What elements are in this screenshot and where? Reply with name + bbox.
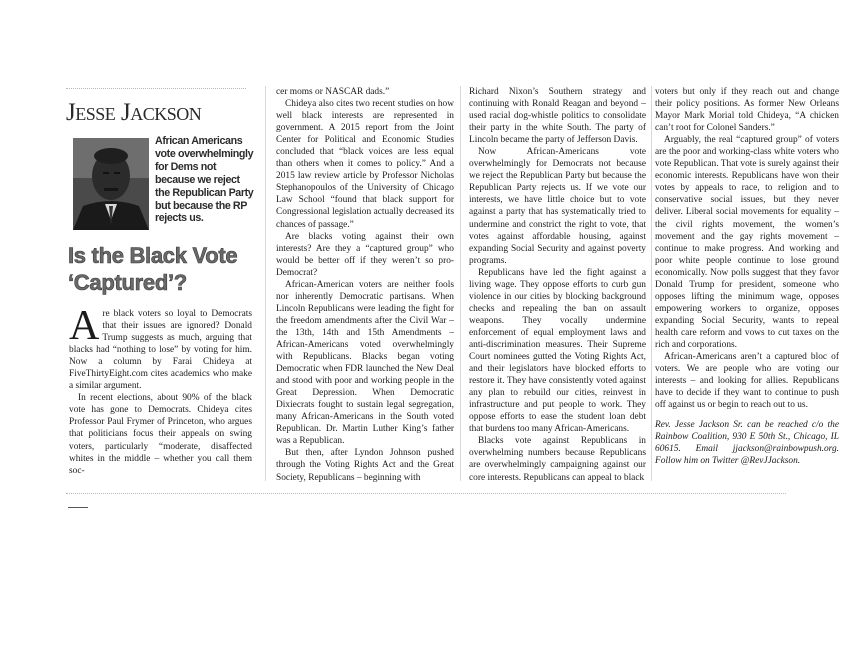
paragraph-text: re black voters so loyal to Democrats that their issues are ignored? Donald Trump suggests as much, arguing that blacks had “nothing to lose” by voting for him. Now a column by Farai Chideya at FiveThirtyEight.com cites academics who make a similar argument. <box>69 309 252 392</box>
paragraph: Are blacks voting against their own interests? Are they a “captured group” who would be better off if they weren’t so pro-Democrat? <box>276 231 454 278</box>
paragraph: Arguably, the real “captured group” of voters are the poor and working-class white voters who vote Republican. That vote is surely against their economic interests. Republicans have won their votes by appeals to race, to religion and to conservative social issues, but they never deliver. Liberal social movements for equality – the civil rights movement, the women’s movement and the gay rights movement – continue to make progress. And working and poor white people continue to lose ground economically. Now polls suggest that they favor Donald Trump for president, someone who opposes lifting the minimum wage, opposes empowering workers to organize, opposes expanding Social Security, wants to repeal health care reform and vows to cut taxes on the rich and corporations. <box>655 135 839 350</box>
pull-quote: African Americans vote overwhelmingly for Dems not because we reject the Republican Party but because the RP rejects us. <box>155 135 254 225</box>
paragraph: African-American voters are neither fools nor inherently Democratic partisans. When Lincoln Republicans were leading the fight for the freedom amendments after the Civil War – the 13th, 14th and 15th Amendments – African-Americans voted overwhelmingly with Republicans. Blacks began voting Democratic when FDR launched the New Deal and stood with poor and working people in the Great Depression. When Democratic Dixiecrats fought to sustain legal segregation, many African-Americans in the South voted Republican. Dr. Martin Luther King’s father was a Republican. <box>276 279 454 447</box>
author-portrait-image <box>73 138 149 230</box>
paragraph: But then, after Lyndon Johnson pushed through the Voting Rights Act and the Great Society, Republicans – beginning with <box>276 448 454 483</box>
column-rule <box>651 86 652 481</box>
paragraph <box>69 303 252 392</box>
column-rule <box>460 86 461 481</box>
paragraph: Chideya also cites two recent studies on how well black interests are represented in government. A 2015 report from the Joint Center for Political and Economic Studies concluded that “black voices are less equal than others when it comes to policy.” And a 2015 law review article by Professor Nicholas Stephanopoulos of the University of Chicago Law School “found that black support for Congressional legislation actually decreased its chances of passage.” <box>276 99 454 230</box>
paragraph: Republicans have led the fight against a living wage. They oppose efforts to curb gun violence in our cities by blocking background checks and repealing the ban on assault weapons. They vocally undermine enforcement of equal employment laws and anti-discrimination measures. Their Supreme Court nominees gutted the Voting Rights Act, and their legislators have blocked efforts to restore it. They have consistently voted against any plan to rebuild our cities, reinvest in infrastructure and put people to work. They oppose efforts to ease the student loan debt that burdens too many African-Americans. <box>469 267 646 435</box>
scan-noise-bottom <box>66 493 786 497</box>
paragraph: voters but only if they reach out and change their policy positions. As former New Orleans Mayor Mark Morial told Chideya, “A chicken can’t root for Colonel Sanders.” <box>655 87 839 134</box>
scan-noise-corner <box>68 507 88 511</box>
article-column-3 <box>469 86 646 484</box>
paragraph: African-Americans aren’t a captured bloc of voters. We are people who are voting our interests – and looking for allies. Republicans have to decide if they want to continue to push off against us or begin to reach out to us. <box>655 352 839 411</box>
paragraph: Blacks vote against Republicans in overwhelming numbers because Republicans are overwhelmingly campaigning against our core interests. Republicans can appeal to black <box>469 436 646 483</box>
author-headshot <box>73 138 149 230</box>
scan-noise-top <box>66 88 246 92</box>
article-column-1 <box>69 303 252 477</box>
article-column-4 <box>655 86 839 467</box>
drop-cap: A <box>69 303 100 349</box>
paragraph: In recent elections, about 90% of the black vote has gone to Democrats. Chideya cites Professor Paul Frymer of Princeton, who argues that politicians focus their appeals on swing voters, particularly “moderate, disaffected whites in the middle – whether you call them soc- <box>69 393 252 476</box>
paragraph: Richard Nixon’s Southern strategy and continuing with Ronald Reagan and beyond – used racial dog-whistle politics to consolidate their party in the white South. The party of Lincoln became the party of Jefferson Davis. <box>469 87 646 146</box>
author-byline: Jesse Jackson <box>66 99 202 126</box>
author-contact-note: Rev. Jesse Jackson Sr. can be reached c/o the Rainbow Coalition, 930 E 50th St., Chicago, IL 60615. Email jjackson@rainbowpush.org. Follow him on Twitter @RevJJackson. <box>655 420 839 467</box>
paragraph: cer moms or NASCAR dads.” <box>276 87 390 97</box>
paragraph: Now African-Americans vote overwhelmingly for Democrats not because we reject the Republican Party but because the Republican Party rejects us. If we vote our interests, we have little choice but to vote against a party that has systematically tried to undermine and constrict the right to vote, that votes against affordable housing, against expanding Social Security and against poverty programs. <box>469 147 646 266</box>
article-headline: Is the Black Vote ‘Captured’? <box>68 243 238 295</box>
article-column-2 <box>276 86 454 484</box>
